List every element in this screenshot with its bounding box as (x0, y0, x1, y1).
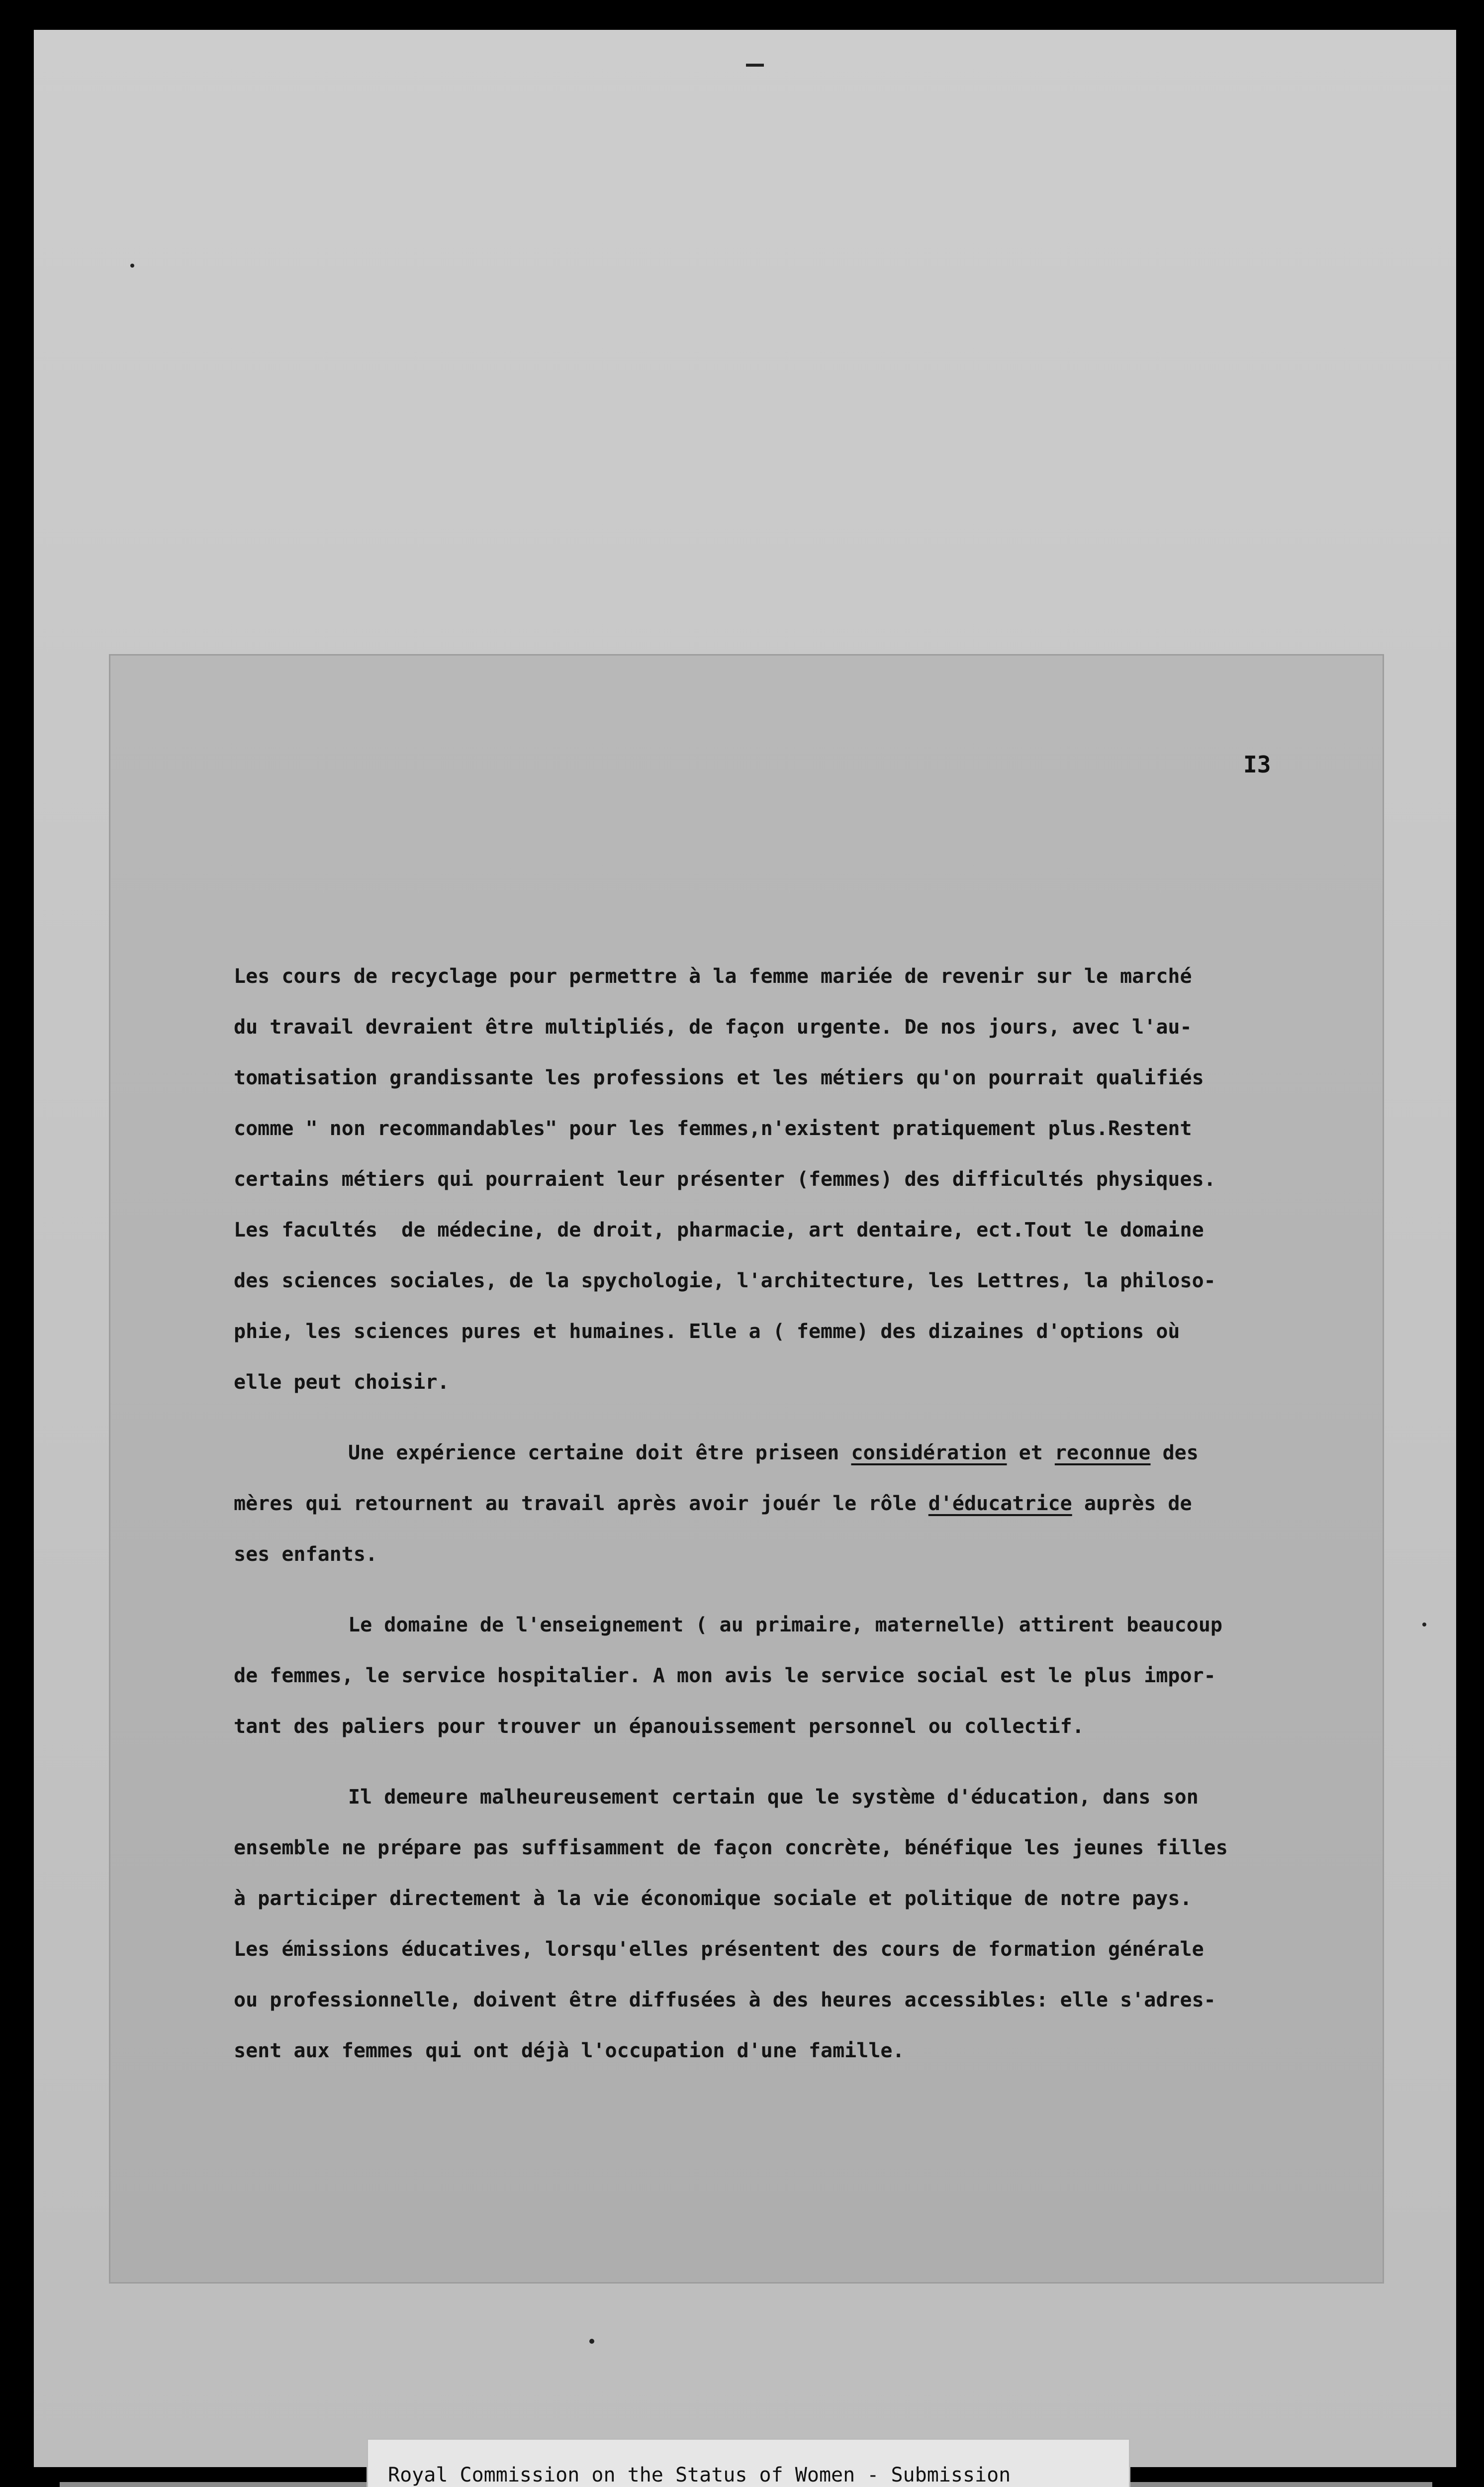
label-title: Royal Commission on the Status of Women - Submission (388, 2464, 1011, 2487)
text-line: Il demeure malheureusement certain que le système d'éducation, dans son (348, 1786, 1199, 1809)
underlined-word: d'éducatrice (928, 1492, 1072, 1515)
text-line: Les émissions éducatives, lorsqu'elles présentent des cours de formation générale (234, 1938, 1204, 1961)
dust-speck (1422, 1623, 1426, 1626)
text-line: elle peut choisir. (234, 1371, 450, 1394)
underlined-word: considération (851, 1441, 1007, 1464)
text-line (234, 1478, 1288, 1529)
text-line: tomatisation grandissante les professions et les métiers qu'on pourrait qualifiés (234, 1066, 1204, 1089)
text-line: tant des paliers pour trouver un épanouissement personnel ou collectif. (234, 1715, 1084, 1738)
text-run: des (1150, 1441, 1199, 1464)
archive-label (388, 2462, 1011, 2487)
page-number: I3 (1243, 751, 1271, 778)
paragraph-2 (234, 1428, 1288, 1580)
text-line: du travail devraient être multipliés, de façon urgente. De nos jours, avec l'au- (234, 1016, 1192, 1039)
body-text (234, 951, 1288, 2096)
text-line: sent aux femmes qui ont déjà l'occupation d'une famille. (234, 2039, 905, 2062)
dust-speck (130, 264, 134, 268)
text-run: Une expérience certaine doit être priseen (348, 1441, 851, 1464)
text-line: Les cours de recyclage pour permettre à la femme mariée de revenir sur le marché (234, 965, 1192, 988)
paragraph-4 (234, 1772, 1288, 2076)
text-line: Les facultés de médecine, de droit, pharmacie, art dentaire, ect.Tout le domaine (234, 1219, 1204, 1242)
text-line: Le domaine de l'enseignement ( au primaire, maternelle) attirent beaucoup (348, 1614, 1222, 1636)
text-line: ensemble ne prépare pas suffisamment de façon concrète, bénéfique les jeunes filles (234, 1836, 1228, 1859)
film-mark (746, 64, 764, 67)
underlined-word: reconnue (1054, 1441, 1151, 1464)
text-line: ou professionnelle, doivent être diffusées à des heures accessibles: elle s'adres- (234, 1989, 1216, 2011)
text-line (234, 1428, 1288, 1478)
text-line: certains métiers qui pourraient leur présenter (femmes) des difficultés physiques. (234, 1168, 1216, 1191)
paragraph-3 (234, 1600, 1288, 1752)
text-line: à participer directement à la vie économique sociale et politique de notre pays. (234, 1887, 1192, 1910)
text-line: ses enfants. (234, 1543, 377, 1566)
text-line: phie, les sciences pures et humaines. Elle a ( femme) des dizaines d'options où (234, 1320, 1180, 1343)
text-line: comme " non recommandables" pour les femmes,n'existent pratiquement plus.Restent (234, 1117, 1192, 1140)
text-run: auprès de (1072, 1492, 1192, 1515)
text-run: mères qui retournent au travail après avoir jouér le rôle (234, 1492, 928, 1515)
text-line: de femmes, le service hospitalier. A mon avis le service social est le plus impor- (234, 1664, 1216, 1687)
dust-speck (589, 2339, 594, 2344)
text-line: des sciences sociales, de la spychologie, l'architecture, les Lettres, la philoso- (234, 1269, 1216, 1292)
text-run: et (1007, 1441, 1055, 1464)
paragraph-1 (234, 951, 1288, 1408)
